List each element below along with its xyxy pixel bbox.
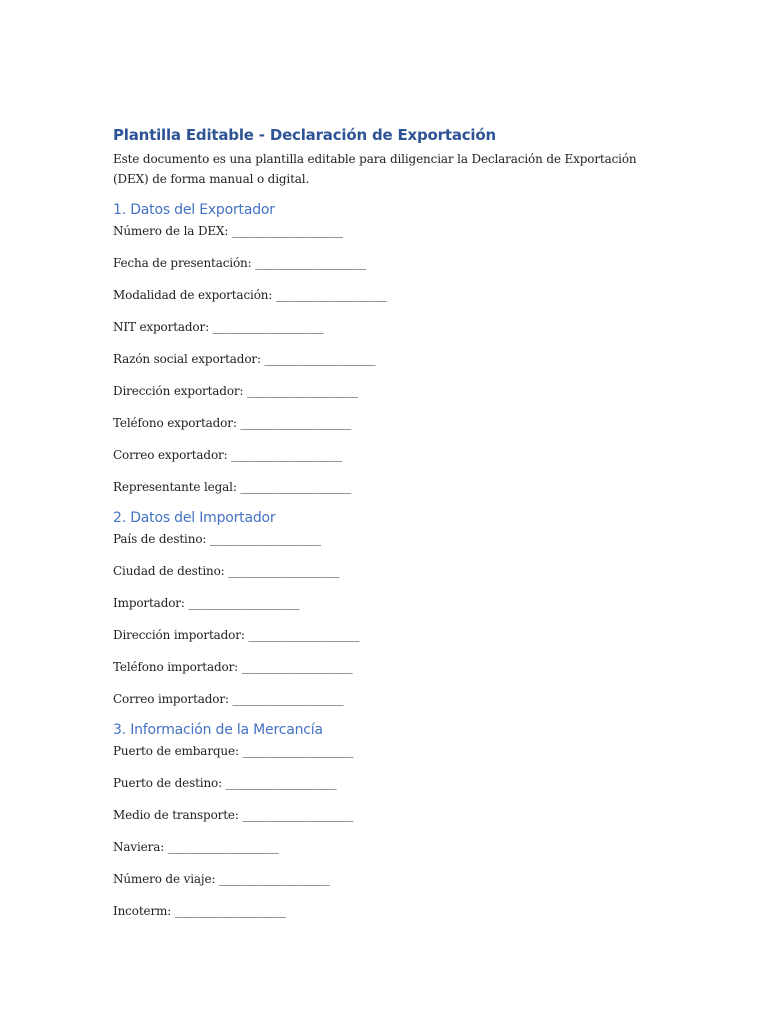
document-title: Plantilla Editable - Declaración de Exportación bbox=[113, 126, 496, 144]
field-blank-line[interactable]: ______________________ bbox=[247, 384, 358, 398]
form-field bbox=[113, 317, 653, 337]
form-field bbox=[113, 837, 653, 857]
field-label: Modalidad de exportación: bbox=[113, 288, 276, 302]
field-label: NIT exportador: bbox=[113, 320, 213, 334]
form-section-2 bbox=[113, 507, 653, 709]
form-field bbox=[113, 529, 653, 549]
field-label: Correo exportador: bbox=[113, 448, 232, 462]
field-label: Puerto de destino: bbox=[113, 776, 226, 790]
field-blank-line[interactable]: ______________________ bbox=[275, 288, 386, 302]
field-blank-line[interactable]: ______________________ bbox=[241, 660, 352, 674]
form-field bbox=[113, 445, 653, 465]
field-blank-line[interactable]: ______________________ bbox=[240, 480, 351, 494]
form-field bbox=[113, 285, 653, 305]
field-label: Correo importador: bbox=[113, 692, 233, 706]
field-label: Importador: bbox=[113, 596, 189, 610]
field-blank-line[interactable]: ______________________ bbox=[242, 744, 353, 758]
field-list bbox=[113, 529, 653, 709]
form-field bbox=[113, 381, 653, 401]
field-blank-line[interactable]: ______________________ bbox=[228, 564, 339, 578]
field-label: País de destino: bbox=[113, 532, 210, 546]
form-field bbox=[113, 657, 653, 677]
field-blank-line[interactable]: ______________________ bbox=[212, 320, 323, 334]
field-label: Dirección exportador: bbox=[113, 384, 248, 398]
field-blank-line[interactable]: ______________________ bbox=[255, 256, 366, 270]
form-field bbox=[113, 741, 653, 761]
form-field bbox=[113, 413, 653, 433]
field-label: Número de la DEX: bbox=[113, 224, 232, 238]
field-blank-line[interactable]: ______________________ bbox=[225, 776, 336, 790]
form-section-3 bbox=[113, 719, 653, 921]
form-field bbox=[113, 625, 653, 645]
document-page bbox=[113, 123, 653, 921]
section-heading: 3. Información de la Mercancía bbox=[113, 722, 323, 738]
field-blank-line[interactable]: ______________________ bbox=[218, 872, 329, 886]
field-label: Número de viaje: bbox=[113, 872, 219, 886]
field-blank-line[interactable]: ______________________ bbox=[188, 596, 299, 610]
form-field bbox=[113, 477, 653, 497]
field-blank-line[interactable]: ______________________ bbox=[264, 352, 375, 366]
field-label: Fecha de presentación: bbox=[113, 256, 256, 270]
field-label: Razón social exportador: bbox=[113, 352, 265, 366]
field-blank-line[interactable]: ______________________ bbox=[240, 416, 351, 430]
document-intro bbox=[113, 149, 653, 189]
intro-line-1: Este documento es una plantilla editable para diligenciar la Declaración de Exportación bbox=[113, 152, 637, 166]
sections-container bbox=[113, 199, 653, 921]
field-blank-line[interactable]: ______________________ bbox=[231, 224, 342, 238]
field-blank-line[interactable]: ______________________ bbox=[242, 808, 353, 822]
form-field bbox=[113, 805, 653, 825]
form-field bbox=[113, 901, 653, 921]
field-blank-line[interactable]: ______________________ bbox=[231, 448, 342, 462]
field-blank-line[interactable]: ______________________ bbox=[232, 692, 343, 706]
section-heading: 2. Datos del Importador bbox=[113, 510, 276, 526]
field-list bbox=[113, 741, 653, 921]
field-blank-line[interactable]: ______________________ bbox=[174, 904, 285, 918]
field-label: Dirección importador: bbox=[113, 628, 249, 642]
field-label: Puerto de embarque: bbox=[113, 744, 243, 758]
field-label: Naviera: bbox=[113, 840, 168, 854]
form-field bbox=[113, 221, 653, 241]
form-field bbox=[113, 253, 653, 273]
field-label: Teléfono exportador: bbox=[113, 416, 241, 430]
form-section-1 bbox=[113, 199, 653, 497]
field-label: Medio de transporte: bbox=[113, 808, 243, 822]
form-field bbox=[113, 349, 653, 369]
field-label: Incoterm: bbox=[113, 904, 175, 918]
form-field bbox=[113, 561, 653, 581]
field-blank-line[interactable]: ______________________ bbox=[209, 532, 320, 546]
field-blank-line[interactable]: ______________________ bbox=[248, 628, 359, 642]
form-field bbox=[113, 869, 653, 889]
field-blank-line[interactable]: ______________________ bbox=[167, 840, 278, 854]
intro-line-2: (DEX) de forma manual o digital. bbox=[113, 172, 310, 186]
form-field bbox=[113, 773, 653, 793]
field-label: Representante legal: bbox=[113, 480, 241, 494]
field-list bbox=[113, 221, 653, 497]
field-label: Teléfono importador: bbox=[113, 660, 242, 674]
form-field bbox=[113, 689, 653, 709]
form-field bbox=[113, 593, 653, 613]
field-label: Ciudad de destino: bbox=[113, 564, 229, 578]
section-heading: 1. Datos del Exportador bbox=[113, 202, 275, 218]
